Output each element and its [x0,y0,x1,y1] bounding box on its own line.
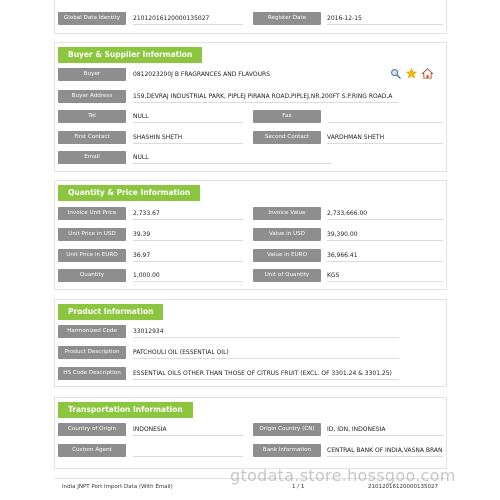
value-usd-value: 39,390.00 [327,228,443,241]
harmonized-code-label: Harmonized Code [58,325,126,338]
buyer-value: 0812023200J B FRAGRANCES AND FLAVOURS [133,71,270,78]
quantity-value: 1,000.00 [133,269,243,282]
unit-price-usd-label: Unit Price in USD [58,228,126,241]
buyer-address-value: 159,DEVRAJ INDUSTRIAL PARK, PIPLEJ PIRANA ROAD,PIPLEJ,NR.200FT S.P.RING ROAD,A [133,90,399,103]
global-data-identity-label: Global Data Identity [58,12,126,25]
custom-agent-value [133,444,243,457]
fax-label: Fax [253,110,321,123]
invoice-unit-price-value: 2,733.67 [133,207,243,220]
email-label: Email [58,151,126,164]
unit-of-quantity-value: KGS [327,269,443,282]
second-contact-label: Second Contact [253,131,321,144]
invoice-value-value: 2,733,666.00 [327,207,443,220]
hs-code-description-value: ESSENTIAL OILS OTHER THAN THOSE OF CITRUS FRUIT (EXCL. OF 3301.24 & 3301.25) [133,367,399,380]
quantity-price-title: Quantity & Price Information [58,185,200,201]
quantity-label: Quantity [58,269,126,282]
first-contact-label: First Contact [58,131,126,144]
hs-code-description-label: HS Code Description [58,367,126,380]
buyer-supplier-title: Buyer & Supplier Information [58,47,202,63]
value-euro-label: Value in EURO [253,249,321,262]
unit-price-usd-value: 39.39 [133,228,243,241]
tel-label: Tel [58,110,126,123]
country-of-origin-label: Country of Origin [58,423,126,436]
value-euro-value: 36,966.41 [327,249,443,262]
value-usd-label: Value in USD [253,228,321,241]
star-icon[interactable] [406,68,417,79]
footer-page-number: 1 / 1 [292,484,305,490]
footer-record-id: 21012016120000135027 [368,484,438,490]
custom-agent-label: Custom Agent [58,444,126,457]
fax-value [327,110,443,123]
transportation-title: Transportation Information [58,402,193,418]
product-title: Product Information [58,304,163,320]
bank-information-value: CENTRAL BANK OF INDIA,VASNA BRAN [327,444,443,457]
buyer-address-label: Buyer Address [58,90,126,103]
global-data-identity-value: 21012016120000135027 [133,12,243,25]
invoice-value-label: Invoice Value [253,207,321,220]
register-date-value: 2016-12-15 [327,12,443,25]
first-contact-value: SHASHIN SHETH [133,131,243,144]
buyer-label: Buyer [58,68,126,81]
origin-country-cn-label: Origin Country (CN) [253,423,321,436]
register-date-label: Register Date [253,12,321,25]
home-icon[interactable] [422,68,433,79]
unit-price-euro-label: Unit Price in EURO [58,249,126,262]
product-description-value: PATCHOULI OIL (ESSENTIAL OIL) [133,346,399,359]
unit-of-quantity-label: Unit of Quantity [253,269,321,282]
tel-value: NULL [133,110,243,123]
bank-information-label: Bank Information [253,444,321,457]
country-of-origin-value: INDONESIA [133,423,243,436]
origin-country-cn-value: ID, IDN, INDONESIA [327,423,443,436]
second-contact-value: VARDHMAN SHETH [327,131,443,144]
invoice-unit-price-label: Invoice Unit Price [58,207,126,220]
email-value: NULL [133,151,331,164]
watermark-text: gtodata.store.hossgoo.com [230,466,456,485]
footer-document-title: India JNPT Port Import Data (With Email) [62,484,173,490]
product-description-label: Product Description [58,346,126,359]
unit-price-euro-value: 36.97 [133,249,243,262]
harmonized-code-value: 33012934 [133,325,399,338]
search-icon[interactable] [390,68,401,79]
